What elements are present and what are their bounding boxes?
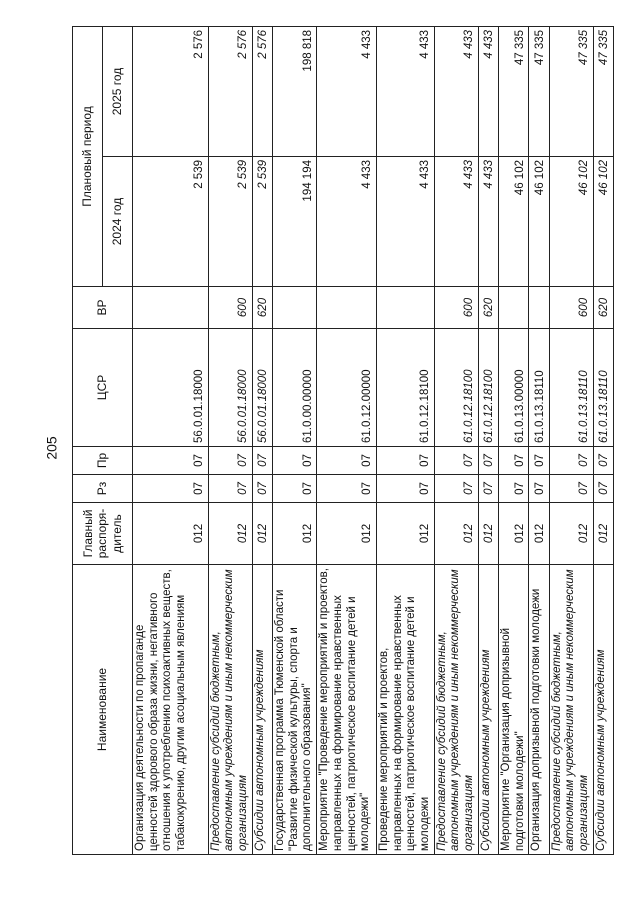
table-row — [208, 26, 252, 854]
row-rz: 07 — [593, 475, 613, 503]
row-pr: 07 — [478, 447, 498, 475]
row-vr — [499, 287, 529, 329]
row-2025: 47 335 — [529, 26, 549, 156]
row-2025: 4 433 — [478, 26, 498, 156]
row-rz: 07 — [376, 475, 434, 503]
row-2025: 4 433 — [434, 26, 478, 156]
row-vr: 620 — [252, 287, 272, 329]
table-row — [133, 26, 209, 854]
budget-table — [72, 26, 614, 855]
row-rz: 07 — [272, 475, 316, 503]
row-2025: 47 335 — [549, 26, 593, 156]
row-2025: 198 818 — [272, 26, 316, 156]
row-2024: 4 433 — [376, 157, 434, 287]
row-vr — [376, 287, 434, 329]
row-csr: 61.0.12.18100 — [478, 329, 498, 447]
row-gr: 012 — [208, 503, 252, 565]
table-row — [434, 26, 478, 854]
table-row — [593, 26, 613, 854]
table-row — [317, 26, 377, 854]
table-row — [478, 26, 498, 854]
row-2025: 2 576 — [208, 26, 252, 156]
row-vr — [529, 287, 549, 329]
row-name: Субсидии автономным учреждениям — [593, 565, 613, 855]
row-gr: 012 — [434, 503, 478, 565]
row-gr: 012 — [593, 503, 613, 565]
row-csr: 61.0.13.18110 — [593, 329, 613, 447]
header-rz: Рз — [73, 475, 133, 503]
header-row-1 — [73, 26, 103, 854]
row-2024: 46 102 — [499, 157, 529, 287]
row-vr — [317, 287, 377, 329]
row-pr: 07 — [208, 447, 252, 475]
row-name: Организация допризывной подготовки молодежи — [529, 565, 549, 855]
row-gr: 012 — [317, 503, 377, 565]
row-2024: 46 102 — [529, 157, 549, 287]
row-vr: 620 — [478, 287, 498, 329]
row-gr: 012 — [499, 503, 529, 565]
row-csr: 61.0.13.00000 — [499, 329, 529, 447]
page-number: 205 — [43, 436, 60, 460]
row-rz: 07 — [208, 475, 252, 503]
row-csr: 61.0.12.00000 — [317, 329, 377, 447]
row-2024: 2 539 — [252, 157, 272, 287]
row-2024: 4 433 — [434, 157, 478, 287]
row-vr — [272, 287, 316, 329]
row-rz: 07 — [499, 475, 529, 503]
row-gr: 012 — [272, 503, 316, 565]
row-2025: 47 335 — [499, 26, 529, 156]
header-name: Наименование — [73, 565, 133, 855]
row-rz: 07 — [549, 475, 593, 503]
row-2024: 4 433 — [317, 157, 377, 287]
table-row — [499, 26, 529, 854]
table-row — [272, 26, 316, 854]
row-vr: 620 — [593, 287, 613, 329]
row-name: Предоставление субсидий бюджетным, автономным учреждениям и иным некоммерческим организациям — [549, 565, 593, 855]
row-csr: 56.0.01.18000 — [252, 329, 272, 447]
row-csr: 61.0.12.18100 — [376, 329, 434, 447]
row-2024: 194 194 — [272, 157, 316, 287]
row-vr: 600 — [434, 287, 478, 329]
row-pr: 07 — [272, 447, 316, 475]
header-period: Плановый период — [73, 26, 103, 286]
row-pr: 07 — [434, 447, 478, 475]
table-row — [376, 26, 434, 854]
row-name: Субсидии автономным учреждениям — [478, 565, 498, 855]
header-csr: ЦСР — [73, 329, 133, 447]
row-2024: 2 539 — [208, 157, 252, 287]
row-vr: 600 — [208, 287, 252, 329]
header-2025: 2025 год — [103, 26, 133, 156]
table-body — [133, 26, 614, 854]
row-name: Предоставление субсидий бюджетным, автономным учреждениям и иным некоммерческим организациям — [208, 565, 252, 855]
table-row — [529, 26, 549, 854]
header-2024: 2024 год — [103, 157, 133, 287]
row-name: Субсидии автономным учреждениям — [252, 565, 272, 855]
row-pr: 07 — [529, 447, 549, 475]
row-name: Предоставление субсидий бюджетным, автономным учреждениям и иным некоммерческим организациям — [434, 565, 478, 855]
row-name: Мероприятие "Проведение мероприятий и проектов, направленных на формирование нравственных ценностей, патриотическое воспитание детей и молодежи" — [317, 565, 377, 855]
row-pr: 07 — [549, 447, 593, 475]
row-pr: 07 — [317, 447, 377, 475]
row-gr: 012 — [529, 503, 549, 565]
row-csr: 61.0.13.18110 — [549, 329, 593, 447]
row-rz: 07 — [434, 475, 478, 503]
row-2025: 47 335 — [593, 26, 613, 156]
row-2024: 2 539 — [133, 157, 209, 287]
row-csr: 61.0.00.00000 — [272, 329, 316, 447]
row-gr: 012 — [252, 503, 272, 565]
row-pr: 07 — [593, 447, 613, 475]
row-gr: 012 — [478, 503, 498, 565]
row-2024: 46 102 — [549, 157, 593, 287]
row-gr: 012 — [133, 503, 209, 565]
header-gr: Главный распоря-дитель — [73, 503, 133, 565]
row-2024: 46 102 — [593, 157, 613, 287]
row-vr — [133, 287, 209, 329]
table-row — [252, 26, 272, 854]
row-2025: 4 433 — [317, 26, 377, 156]
row-rz: 07 — [478, 475, 498, 503]
row-pr: 07 — [133, 447, 209, 475]
table-row — [549, 26, 593, 854]
row-2024: 4 433 — [478, 157, 498, 287]
header-pr: Пр — [73, 447, 133, 475]
row-rz: 07 — [252, 475, 272, 503]
row-gr: 012 — [376, 503, 434, 565]
row-vr: 600 — [549, 287, 593, 329]
row-rz: 07 — [529, 475, 549, 503]
row-gr: 012 — [549, 503, 593, 565]
row-rz: 07 — [133, 475, 209, 503]
row-name: Организация деятельности по пропаганде ценностей здорового образа жизни, негативного отношения к употреблению психоактивных веществ, табакокурению, другим асоциальным явлениям — [133, 565, 209, 855]
row-csr: 61.0.12.18100 — [434, 329, 478, 447]
row-pr: 07 — [252, 447, 272, 475]
row-name: Проведение мероприятий и проектов, направленных на формирование нравственных ценностей, патриотическое воспитание детей и молодежи — [376, 565, 434, 855]
row-pr: 07 — [499, 447, 529, 475]
row-name: Государственная программа Тюменской области "Развитие физической культуры, спорта и дополнительного образования" — [272, 565, 316, 855]
rotated-page — [72, 27, 614, 855]
row-csr: 56.0.01.18000 — [133, 329, 209, 447]
row-2025: 2 576 — [252, 26, 272, 156]
row-2025: 4 433 — [376, 26, 434, 156]
row-name: Мероприятие "Организация допризывной подготовки молодежи" — [499, 565, 529, 855]
header-vr: ВР — [73, 287, 133, 329]
row-csr: 61.0.13.18110 — [529, 329, 549, 447]
row-rz: 07 — [317, 475, 377, 503]
row-csr: 56.0.01.18000 — [208, 329, 252, 447]
row-pr: 07 — [376, 447, 434, 475]
row-2025: 2 576 — [133, 26, 209, 156]
